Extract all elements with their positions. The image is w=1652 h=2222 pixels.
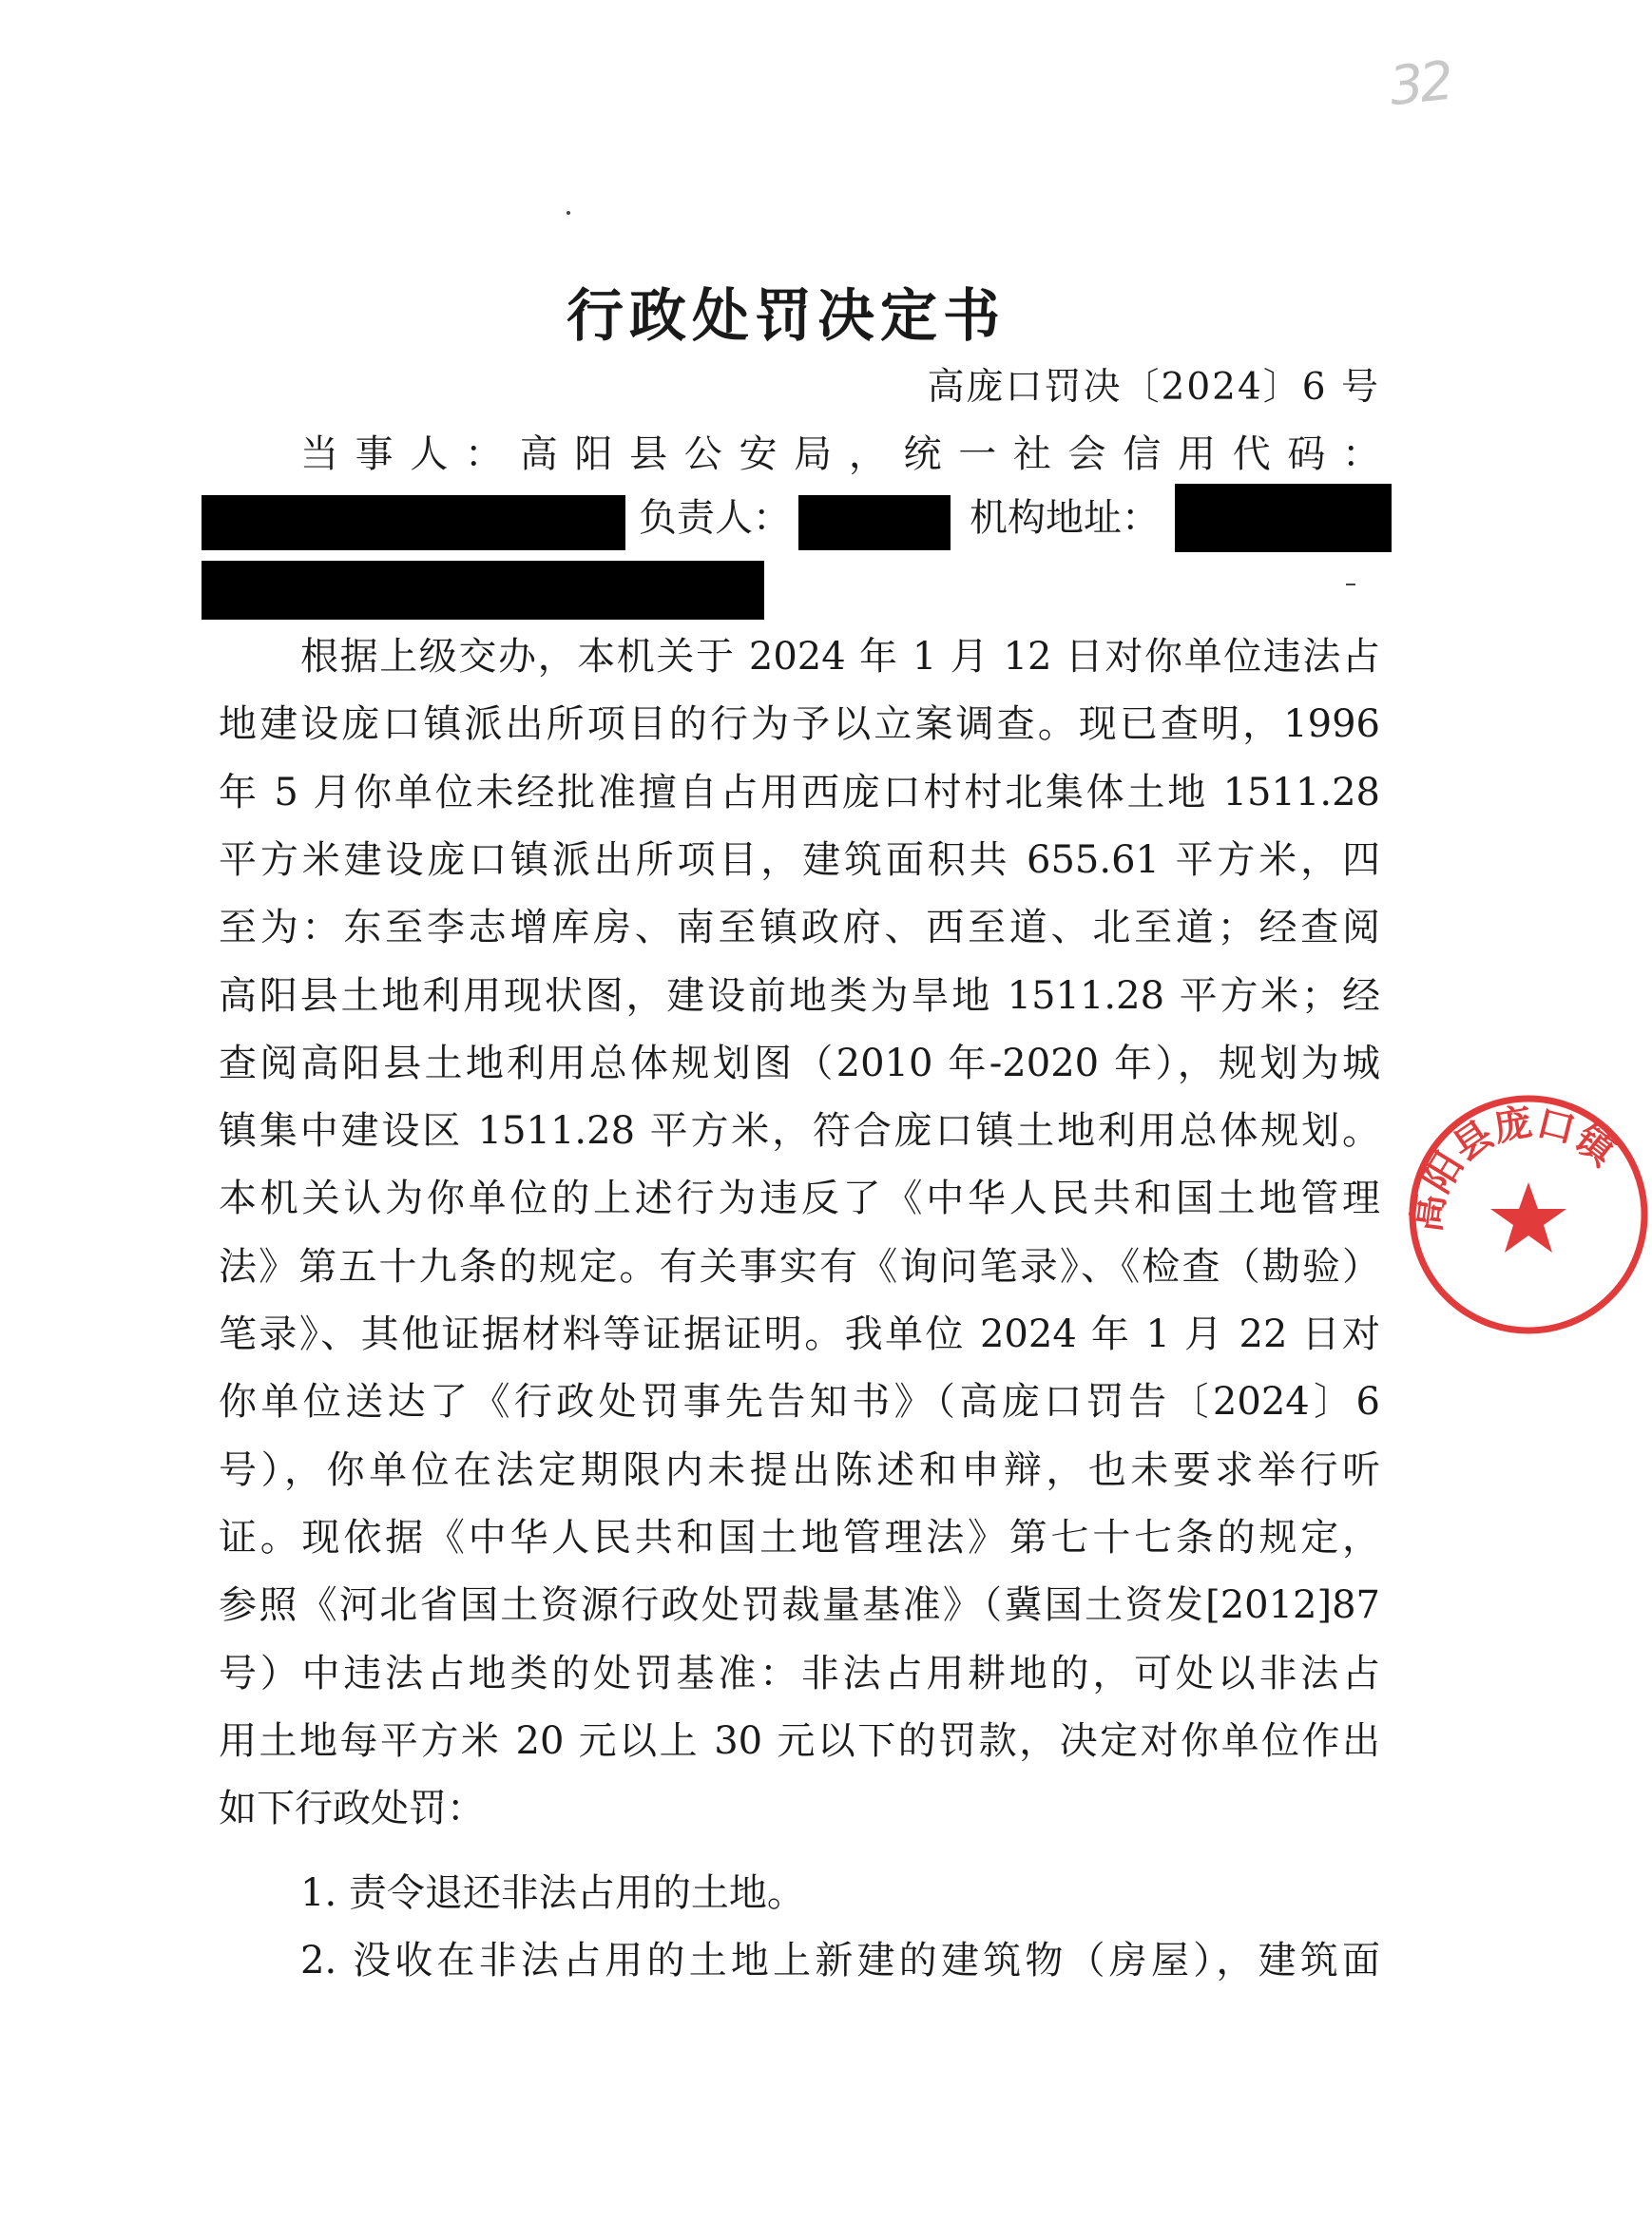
body-line: 证。现依据《中华人民共和国土地管理法》第七十七条的规定， [219, 1516, 1380, 1560]
body-line: 参照《河北省国土资源行政处罚裁量基准》（冀国土资发[2012]87 [219, 1583, 1380, 1627]
handwritten-page-number: 32 [1386, 49, 1453, 119]
body-line: 号），你单位在法定期限内未提出陈述和申辩，也未要求举行听 [219, 1448, 1380, 1492]
redacted-info-row [202, 484, 1392, 552]
scan-speck [567, 211, 570, 215]
official-seal-stamp [1405, 1091, 1652, 1338]
body-line: 平方米建设庞口镇派出所项目，建筑面积共 655.61 平方米，四 [219, 838, 1380, 882]
redaction-block [202, 495, 625, 550]
redaction-block [798, 495, 951, 550]
redaction-block [202, 561, 764, 620]
body-line: 号）中违法占地类的处罚基准：非法占用耕地的，可处以非法占 [219, 1652, 1380, 1695]
document-title: 行政处罚决定书 [567, 283, 1006, 350]
penalty-item-1: 1. 责令退还非法占用的土地。 [300, 1871, 805, 1915]
scan-speck [1346, 584, 1355, 585]
body-line: 地建设庞口镇派出所项目的行为予以立案调查。现已查明，1996 [219, 702, 1380, 746]
body-line: 你单位送达了《行政处罚事先告知书》（高庞口罚告〔2024〕6 [219, 1380, 1380, 1424]
body-line: 如下行政处罚： [219, 1787, 485, 1830]
body-line: 镇集中建设区 1511.28 平方米，符合庞口镇土地利用总体规划。 [219, 1109, 1380, 1153]
body-line: 至为：东至李志增库房、南至镇政府、西至道、北至道；经查阅 [219, 906, 1380, 949]
body-line: 用土地每平方米 20 元以上 30 元以下的罚款，决定对你单位作出 [219, 1719, 1380, 1763]
address-label: 机构地址： [970, 496, 1160, 540]
party-line: 当事人：高阳县公安局，统一社会信用代码： [300, 432, 1380, 476]
body-line: 根据上级交办，本机关于 2024 年 1 月 12 日对你单位违法占 [300, 635, 1380, 679]
body-line: 高阳县土地利用现状图，建设前地类为旱地 1511.28 平方米；经 [219, 974, 1380, 1018]
body-line: 查阅高阳县土地利用总体规划图（2010 年-2020 年），规划为城 [219, 1042, 1380, 1085]
redaction-block [1175, 484, 1392, 552]
body-line: 本机关认为你单位的上述行为违反了《中华人民共和国土地管理 [219, 1177, 1380, 1220]
penalty-item-2: 2. 没收在非法占用的土地上新建的建筑物（房屋），建筑面 [300, 1939, 1380, 1983]
body-line: 笔录》、其他证据材料等证据证明。我单位 2024 年 1 月 22 日对 [219, 1312, 1380, 1356]
body-line: 年 5 月你单位未经批准擅自占用西庞口村村北集体土地 1511.28 [219, 771, 1380, 814]
seal-text: 高阳县庞口镇 [1405, 1100, 1623, 1236]
body-line: 法》第五十九条的规定。有关事实有《询问笔录》、《检查（勘验） [219, 1245, 1380, 1289]
responsible-label: 负责人： [639, 496, 791, 540]
document-number: 高庞口罚决〔2024〕6 号 [927, 366, 1380, 409]
